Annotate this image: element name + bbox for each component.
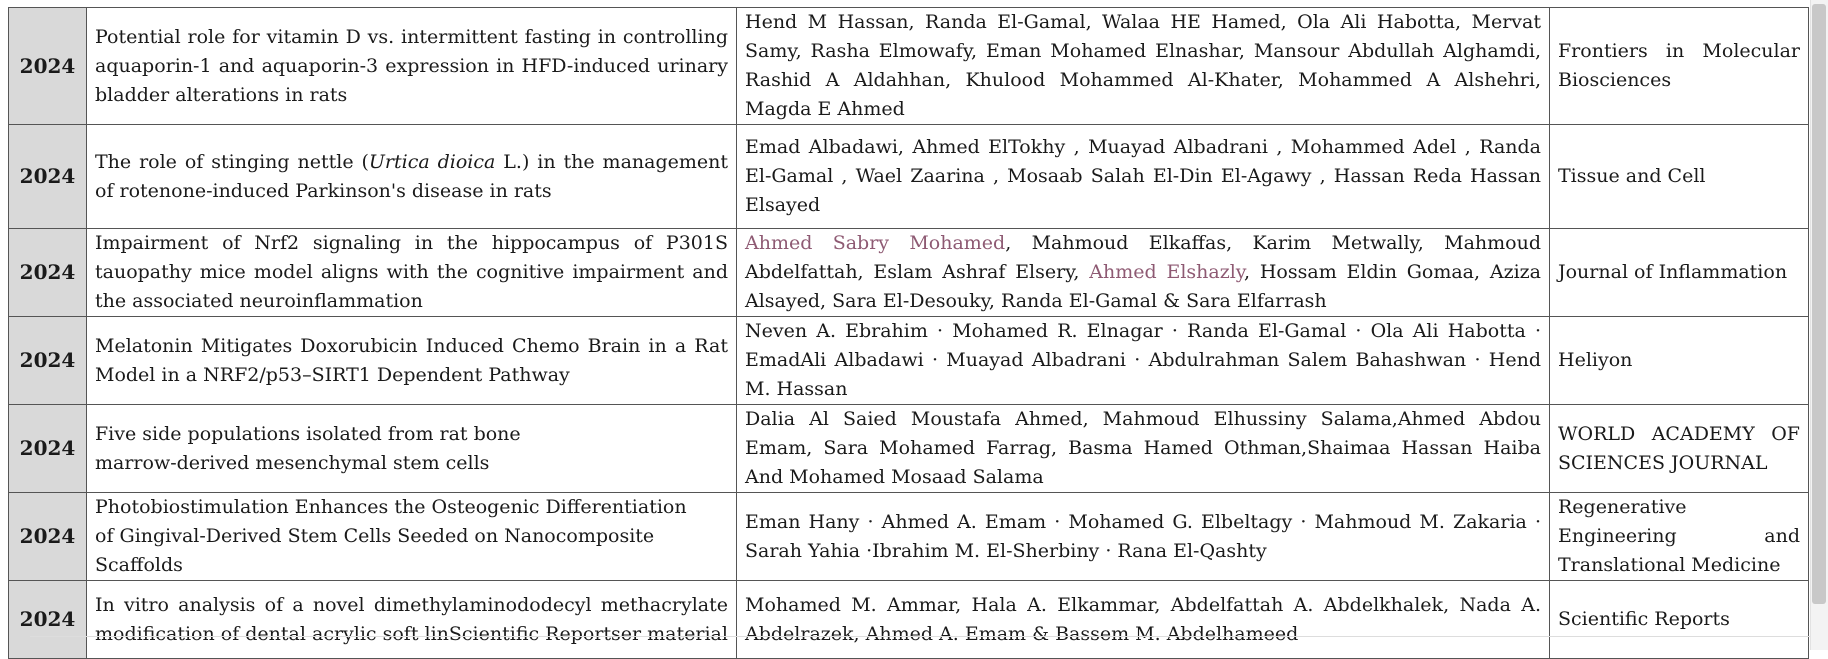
title-cell (87, 125, 737, 229)
species-name: Urtica dioica (368, 150, 496, 173)
title-cell (87, 405, 737, 493)
authors-text: , Mahmoud Elkaffas, Karim Metwally, Mahmoud Abdelfattah, Eslam Ashraf Elsery, (745, 232, 1541, 283)
authors-text: , Hossam Eldin Gomaa, Aziza Alsayed, Sara El-Desouky, Randa El-Gamal & Sara Elfarrash (745, 261, 1541, 312)
journal-cell: Journal of Inflammation (1550, 229, 1809, 317)
title-line: marrow-derived mesenchymal stem cells (95, 451, 490, 474)
publications-table (8, 7, 1809, 659)
title-cell: In vitro analysis of a novel dimethylaminododecyl methacrylate modification of dental acrylic soft linScientific Reportser material (87, 581, 737, 659)
title-cell (87, 493, 737, 581)
authors-cell: Mohamed M. Ammar, Hala A. Elkammar, Abdelfattah A. Abdelkhalek, Nada A. Abdelrazek, Ahmed A. Emam & Bassem M. Abdelhameed (737, 581, 1550, 659)
table-row (9, 317, 1809, 405)
journal-cell: Heliyon (1550, 317, 1809, 405)
scrolled-page-remnant (0, 0, 1800, 6)
title-text: L.) in the management of rotenone-induced Parkinson's disease in rats (95, 150, 729, 202)
year-cell: 2024 (9, 8, 87, 125)
title-line: Photobiostimulation Enhances the Osteogenic Differentiation (95, 496, 687, 518)
title-line: Five side populations isolated from rat bone (95, 422, 521, 445)
journal-cell: WORLD ACADEMY OF SCIENCES JOURNAL (1550, 405, 1809, 493)
table-row (9, 8, 1809, 125)
title-cell: Impairment of Nrf2 signaling in the hippocampus of P301S tauopathy mice model aligns with the cognitive impairment and the associated neuroinflammation (87, 229, 737, 317)
authors-cell: Hend M Hassan, Randa El-Gamal, Walaa HE Hamed, Ola Ali Habotta, Mervat Samy, Rasha Elmowafy, Eman Mohamed Elnashar, Mansour Abdullah Alghamdi, Rashid A Aldahhan, Khulood Mohammed Al-Khater, Mohammed A Alshehri, Magda E Ahmed (737, 8, 1550, 125)
year-cell: 2024 (9, 317, 87, 405)
journal-cell: Regenerative Engineering and Translational Medicine (1550, 493, 1809, 581)
year-cell: 2024 (9, 229, 87, 317)
journal-cell: Tissue and Cell (1550, 125, 1809, 229)
table-row (9, 405, 1809, 493)
title-line: of Gingival-Derived Stem Cells Seeded on Nanocomposite Scaffolds (95, 525, 655, 576)
year-cell: 2024 (9, 493, 87, 581)
year-cell: 2024 (9, 125, 87, 229)
author-link[interactable]: Ahmed Elshazly (1089, 261, 1245, 283)
year-cell: 2024 (9, 405, 87, 493)
authors-cell: Dalia Al Saied Moustafa Ahmed, Mahmoud Elhussiny Salama,Ahmed Abdou Emam, Sara Mohamed Farrag, Basma Hamed Othman,Shaimaa Hassan Haiba And Mohamed Mosaad Salama (737, 405, 1550, 493)
scrollbar-thumb[interactable] (1812, 4, 1826, 604)
table-row (9, 229, 1809, 317)
year-cell: 2024 (9, 581, 87, 659)
title-text: The role of stinging nettle ( (95, 150, 369, 173)
title-cell: Potential role for vitamin D vs. intermittent fasting in controlling aquaporin-1 and aquaporin-3 expression in HFD-induced urinary bladder alterations in rats (87, 8, 737, 125)
journal-cell: Scientific Reports (1550, 581, 1809, 659)
author-link[interactable]: Ahmed Sabry Mohamed (745, 232, 1006, 254)
page-edge (30, 636, 1810, 651)
table-row (9, 493, 1809, 581)
title-cell: Melatonin Mitigates Doxorubicin Induced Chemo Brain in a Rat Model in a NRF2/p53–SIRT1 Dependent Pathway (87, 317, 737, 405)
table-row (9, 125, 1809, 229)
authors-cell: Neven A. Ebrahim · Mohamed R. Elnagar · Randa El-Gamal · Ola Ali Habotta · EmadAli Albadawi · Muayad Albadrani · Abdulrahman Salem Bahashwan · Hend M. Hassan (737, 317, 1550, 405)
authors-cell: Eman Hany · Ahmed A. Emam · Mohamed G. Elbeltagy · Mahmoud M. Zakaria · Sarah Yahia ·Ibrahim M. El-Sherbiny · Rana El-Qashty (737, 493, 1550, 581)
journal-cell: Frontiers in Molecular Biosciences (1550, 8, 1809, 125)
authors-cell (737, 229, 1550, 317)
authors-cell: Emad Albadawi, Ahmed ElTokhy , Muayad Albadrani , Mohammed Adel , Randa El-Gamal , Wael Zaarina , Mosaab Salah El-Din El-Agawy , Hassan Reda Hassan Elsayed (737, 125, 1550, 229)
